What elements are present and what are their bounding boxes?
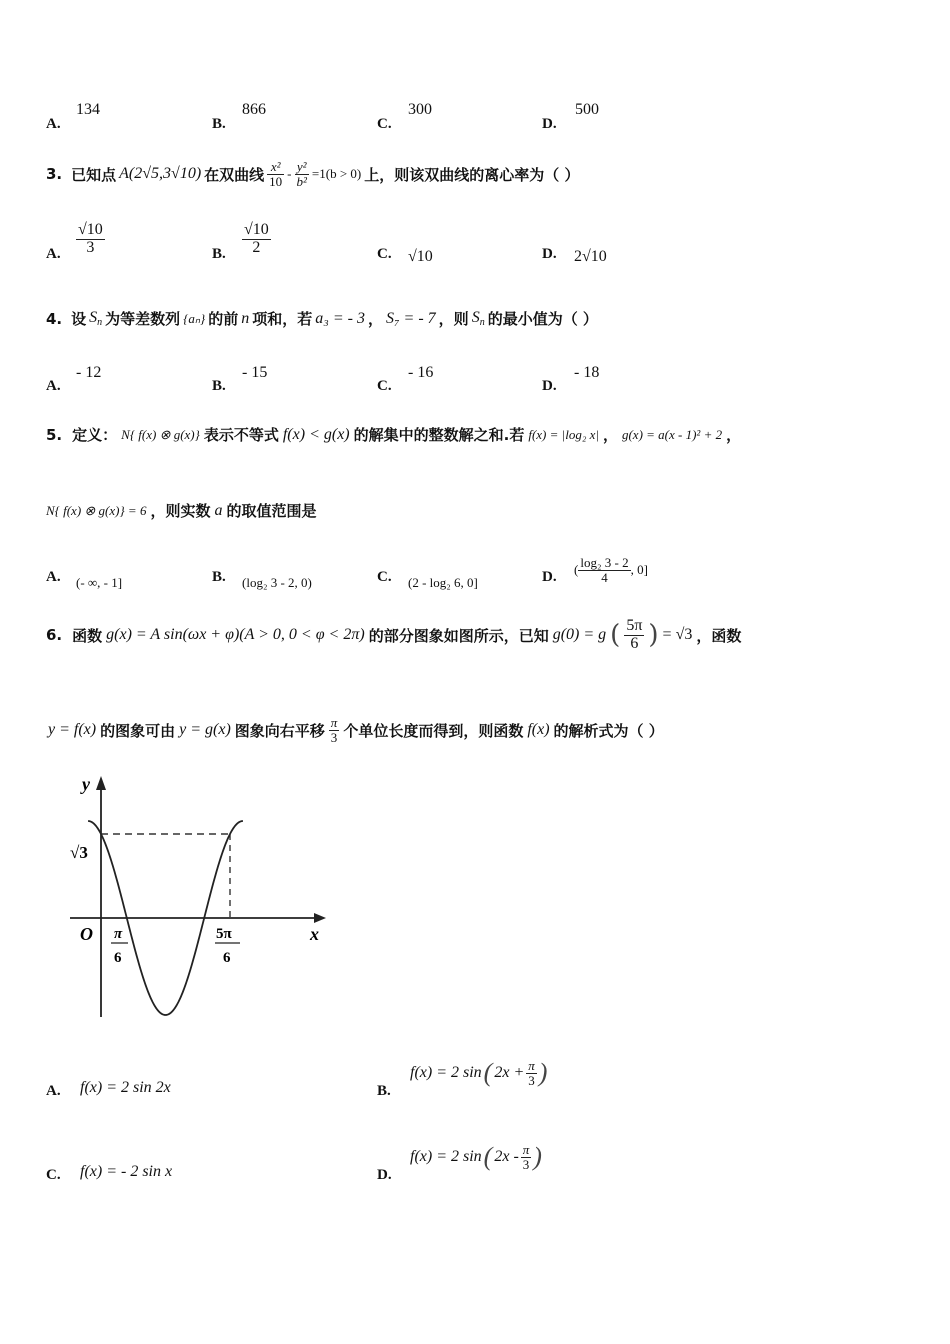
- q6-function: g(x) = A sin(ωx + φ)(A > 0, 0 < φ < 2π): [106, 626, 365, 644]
- q6-option-c-value: f(x) = - 2 sin x: [80, 1163, 173, 1180]
- q4-option-a-value: - 12: [76, 364, 102, 381]
- q4-option-c-value: - 16: [408, 364, 434, 381]
- q6-text-3: ，函数: [696, 626, 742, 645]
- fivepi6-numerator: 5π: [216, 926, 232, 942]
- q3-option-b-value: $\frac{√10}{2}$: [244, 221, 269, 256]
- q6-known-b: = √3: [662, 626, 693, 644]
- q2-option-d-value: 500: [575, 101, 599, 118]
- q3-text-b: 在双曲线: [204, 165, 265, 184]
- q3-option-c-label: C.: [377, 246, 392, 262]
- q4-n: n: [241, 309, 250, 327]
- q2-option-c-label: C.: [377, 116, 392, 132]
- q4-s7: S₇ = - 7: [385, 309, 436, 327]
- q5-fx: f(x) = |log₂ x|: [528, 426, 599, 442]
- q6-shift-frac: $\frac{\pi}{3}$: [330, 715, 338, 745]
- q5-option-d-value: ( $\frac{\text{log₂ 3 - 2}}{4}$ , 0]: [574, 555, 648, 585]
- q5-condition: N{ f(x) ⊗ g(x)} = 6: [46, 502, 147, 518]
- q3-point: A(2√5,3√10): [119, 165, 202, 183]
- q5-definition: N{ f(x) ⊗ g(x)}: [121, 426, 200, 442]
- q5-comma: ，: [602, 426, 618, 444]
- q6-line2-b: y = g(x): [179, 721, 231, 739]
- q4-text-3: 的前: [208, 310, 239, 328]
- q4-sn: $S_n$: [89, 309, 103, 328]
- q5-option-a-label: A.: [46, 569, 61, 585]
- q3-minus: -: [287, 166, 292, 182]
- sqrt3-label: √3: [70, 843, 88, 862]
- q6-option-d-label: D.: [377, 1167, 392, 1183]
- q4-text-4: 项和，若: [252, 310, 313, 328]
- x-axis-arrow: [314, 913, 326, 923]
- q3-text-c: 上，则该双曲线的离心率为（ ）: [364, 165, 580, 184]
- q3-option-a-value: $\frac{√10}{3}$: [78, 221, 103, 256]
- q5-option-a-value: (- ∞, - 1]: [76, 575, 123, 590]
- q5-comma-2: ，: [726, 426, 742, 444]
- q6-known-a: g(0) = g: [552, 626, 607, 644]
- q3-frac-x: $\frac{\text{x²}}{10}$: [269, 159, 283, 189]
- q4-a3: a₃ = - 3: [315, 309, 365, 327]
- q5-option-d-label: D.: [542, 569, 557, 585]
- q4-option-b-value: - 15: [242, 364, 268, 381]
- x-axis-label: x: [310, 924, 319, 944]
- q5-option-c-value: (2 - log₂ 6, 0]: [408, 575, 478, 590]
- q2-option-a-label: A.: [46, 116, 61, 132]
- q2-option-b-label: B.: [212, 116, 226, 132]
- q5-text-3: 的解集中的整数解之和.若: [353, 426, 525, 444]
- q6-option-a-value: f(x) = 2 sin 2x: [80, 1079, 171, 1096]
- q5-inequality: f(x) < g(x): [282, 425, 350, 443]
- q5-number: 5.: [46, 425, 63, 444]
- q5-gx: g(x) = a(x - 1)² + 2: [621, 426, 723, 442]
- origin-label: O: [80, 924, 93, 944]
- q5-option-c-label: C.: [377, 569, 392, 585]
- q5-a: a: [214, 501, 223, 519]
- q3-text-a: 已知点: [71, 165, 117, 184]
- q4-option-d-value: - 18: [574, 364, 600, 381]
- q4-text-5: ，则: [438, 310, 469, 328]
- pi6-denominator: 6: [114, 950, 122, 966]
- q3-number: 3.: [46, 165, 63, 184]
- q4-an: {aₙ}: [183, 310, 206, 326]
- y-axis-label: y: [82, 774, 90, 794]
- q6-line2-text-4: 的解析式为（ ）: [553, 721, 664, 740]
- q3-option-b-label: B.: [212, 246, 226, 262]
- q6-option-b-value: f(x) = 2 sin ( 2x + $\frac{\pi}{3}$ ): [410, 1057, 548, 1088]
- q3-option-d-label: D.: [542, 246, 557, 262]
- q4-sn-2: $S_n$: [471, 309, 485, 328]
- q4-text-1: 设: [71, 310, 87, 328]
- q5-text-4: ，则实数: [150, 502, 211, 520]
- q6-text-2: 的部分图象如图所示，已知: [368, 626, 549, 645]
- q6-text-1: 函数: [72, 626, 103, 645]
- q4-option-d-label: D.: [542, 378, 557, 394]
- q6-line2-text-2: 图象向右平移: [234, 721, 325, 740]
- q6-line2-text-3: 个单位长度而得到，则函数: [343, 721, 524, 740]
- q6-number: 6.: [46, 626, 63, 645]
- q6-option-b-label: B.: [377, 1083, 391, 1099]
- q6-line2-text-1: 的图象可由: [100, 721, 176, 740]
- pi6-numerator: π: [114, 926, 123, 942]
- q6-known-frac: $\frac{5\pi}{6}$: [626, 617, 643, 652]
- q2-option-b-value: 866: [242, 101, 266, 118]
- q5-option-b-label: B.: [212, 569, 226, 585]
- q6-option-d-value: f(x) = 2 sin ( 2x - $\frac{\pi}{3}$ ): [410, 1141, 542, 1172]
- fivepi6-denominator: 6: [223, 950, 231, 966]
- q5-text-1: 定义：: [72, 426, 118, 444]
- y-axis-arrow: [96, 776, 106, 790]
- q4-option-a-label: A.: [46, 378, 61, 394]
- q4-text-6: 的最小值为（ ）: [487, 310, 598, 328]
- q4-option-b-label: B.: [212, 378, 226, 394]
- q4-text-2: 为等差数列: [105, 310, 181, 328]
- q6-line2-c: f(x): [527, 721, 550, 739]
- q2-option-d-label: D.: [542, 116, 557, 132]
- q6-option-c-label: C.: [46, 1167, 61, 1183]
- q3-option-d-value: 2√10: [574, 248, 607, 265]
- q5-option-b-value: (log₂ 3 - 2, 0): [242, 575, 312, 590]
- q5-text-5: 的取值范围是: [226, 502, 317, 520]
- q3-frac-y: $\frac{\text{y²}}{\text{b²}}$: [296, 159, 307, 189]
- q2-option-c-value: 300: [408, 101, 432, 118]
- q6-sine-graph: [60, 770, 340, 1025]
- q4-number: 4.: [46, 309, 63, 328]
- q6-line2-a: y = f(x): [48, 721, 97, 739]
- q4-option-c-label: C.: [377, 378, 392, 394]
- q4-comma: ，: [367, 310, 383, 328]
- q5-text-2: 表示不等式: [203, 426, 279, 444]
- q3-eq-rest: =1(b > 0): [311, 166, 362, 182]
- q2-option-a-value: 134: [76, 101, 100, 118]
- q3-option-c-value: √10: [408, 248, 433, 265]
- q6-option-a-label: A.: [46, 1083, 61, 1099]
- q3-option-a-label: A.: [46, 246, 61, 262]
